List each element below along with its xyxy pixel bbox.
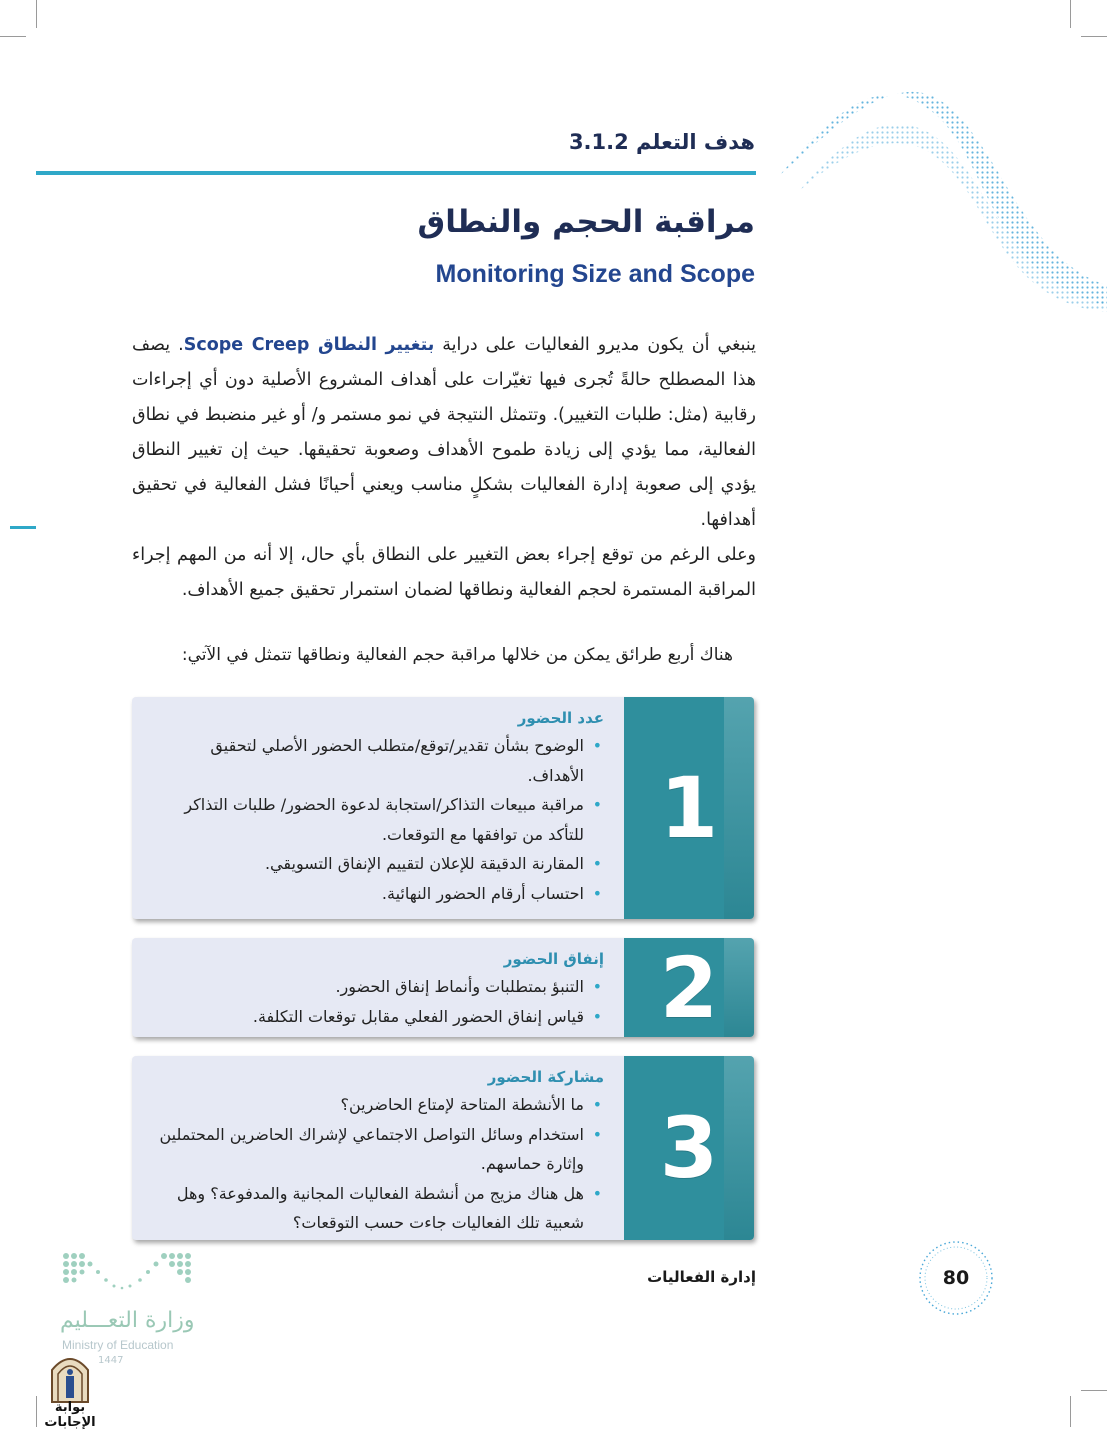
page-number: 80 bbox=[942, 1267, 970, 1289]
paragraph-2: وعلى الرغم من توقع إجراء بعض التغيير على النطاق بأي حال، إلا أنه من المهم إجراء المراقبة المستمرة لحجم الفعالية ونطاقها لضمان استمرار تحقيق جميع الأهداف. bbox=[132, 545, 756, 600]
card-number: 3 bbox=[659, 1099, 719, 1197]
list-item: • استخدام وسائل التواصل الاجتماعي لإشراك الحاضرين المحتملين وإثارة حماسهم. bbox=[152, 1120, 604, 1179]
crop-mark bbox=[1070, 1396, 1071, 1427]
page-title-english: Monitoring Size and Scope bbox=[435, 260, 755, 288]
body-text bbox=[132, 328, 756, 608]
card-content bbox=[152, 1068, 604, 1238]
header-rule bbox=[36, 171, 756, 175]
card-title: إنفاق الحضور bbox=[503, 950, 604, 968]
list-item: • ما الأنشطة المتاحة لإمتاع الحاضرين؟ bbox=[152, 1090, 604, 1120]
method-card-3 bbox=[132, 1056, 754, 1240]
crop-mark bbox=[1081, 1390, 1107, 1391]
learning-objective: هدف التعلم 3.1.2 bbox=[568, 130, 755, 154]
card-title: مشاركة الحضور bbox=[487, 1068, 604, 1086]
page-number-badge bbox=[916, 1238, 996, 1318]
card-number-box bbox=[624, 938, 754, 1037]
crop-mark bbox=[36, 0, 37, 28]
list-item: • مراقبة مبيعات التذاكر/استجابة لدعوة الحضور/ طلبات التذاكر للتأكد من توافقها مع التوقعات. bbox=[152, 790, 604, 849]
page-title-arabic: مراقبة الحجم والنطاق bbox=[417, 204, 755, 240]
mosque-arch-icon bbox=[30, 1348, 110, 1404]
side-marker bbox=[10, 526, 36, 529]
list-item: • قياس إنفاق الحضور الفعلي مقابل توقعات التكلفة. bbox=[152, 1002, 604, 1032]
card-number: 1 bbox=[659, 759, 719, 857]
dotted-wave-decoration bbox=[740, 80, 1107, 320]
list-item: • هل هناك مزيج من أنشطة الفعاليات المجانية والمدفوعة؟ وهل شعبية تلك الفعاليات جاءت حسب التوقعات؟ bbox=[152, 1179, 604, 1238]
card-number-box bbox=[624, 1056, 754, 1240]
method-card-1 bbox=[132, 697, 754, 919]
crop-mark bbox=[1070, 0, 1071, 28]
book-title: إدارة الفعاليات bbox=[647, 1268, 756, 1286]
scope-creep-term: بتغيير النطاق Scope Creep bbox=[183, 335, 435, 355]
paragraph-1-part-a: ينبغي أن يكون مديرو الفعاليات على دراية bbox=[434, 335, 756, 355]
crop-mark bbox=[0, 36, 26, 37]
card-number-box bbox=[624, 697, 754, 919]
paragraph-1-part-b: . يصف هذا المصطلح حالةً تُجرى فيها تغيّرات على أهداف المشروع الأصلية دون أي إجراءات رقابية (مثل: طلبات التغيير). وتتمثل النتيجة في نمو مستمر و/ أو غير منضبط في نطاق الفعالية، مما يؤدي إلى زيادة طموح الأهداف وصعوبة تحقيقها. حيث إن تغيير النطاق يؤدي إلى صعوبة إدارة الفعاليات بشكلٍ مناسب ويعني أحيانًا فشل الفعالية في تحقيق أهدافها. bbox=[132, 335, 756, 530]
ministry-name-english: Ministry of Education bbox=[62, 1338, 174, 1352]
answers-portal-label: بوابة الإجابات bbox=[44, 1400, 96, 1430]
card-content bbox=[152, 709, 604, 908]
methods-intro: هناك أربع طرائق يمكن من خلالها مراقبة حجم الفعالية ونطاقها تتمثل في الآتي: bbox=[181, 645, 733, 665]
ministry-dots-icon bbox=[58, 1250, 198, 1300]
answers-portal-logo bbox=[30, 1348, 110, 1430]
card-list bbox=[152, 1090, 604, 1238]
card-content bbox=[152, 950, 604, 1031]
ministry-name-arabic: وزارة التعـــليم bbox=[60, 1308, 195, 1333]
list-item: • احتساب أرقام الحضور النهائية. bbox=[152, 879, 604, 909]
list-item: • المقارنة الدقيقة للإعلان لتقييم الإنفاق التسويقي. bbox=[152, 849, 604, 879]
list-item: • التنبؤ بمتطلبات وأنماط إنفاق الحضور. bbox=[152, 972, 604, 1002]
card-number: 2 bbox=[659, 938, 719, 1037]
method-card-2 bbox=[132, 938, 754, 1037]
card-list bbox=[152, 972, 604, 1031]
card-list bbox=[152, 731, 604, 908]
list-item: • الوضوح بشأن تقدير/توقع/متطلب الحضور الأصلي لتحقيق الأهداف. bbox=[152, 731, 604, 790]
ministry-year: 1447 bbox=[98, 1355, 124, 1366]
crop-mark bbox=[1081, 36, 1107, 37]
card-title: عدد الحضور bbox=[517, 709, 604, 727]
paragraph-1 bbox=[132, 328, 756, 538]
